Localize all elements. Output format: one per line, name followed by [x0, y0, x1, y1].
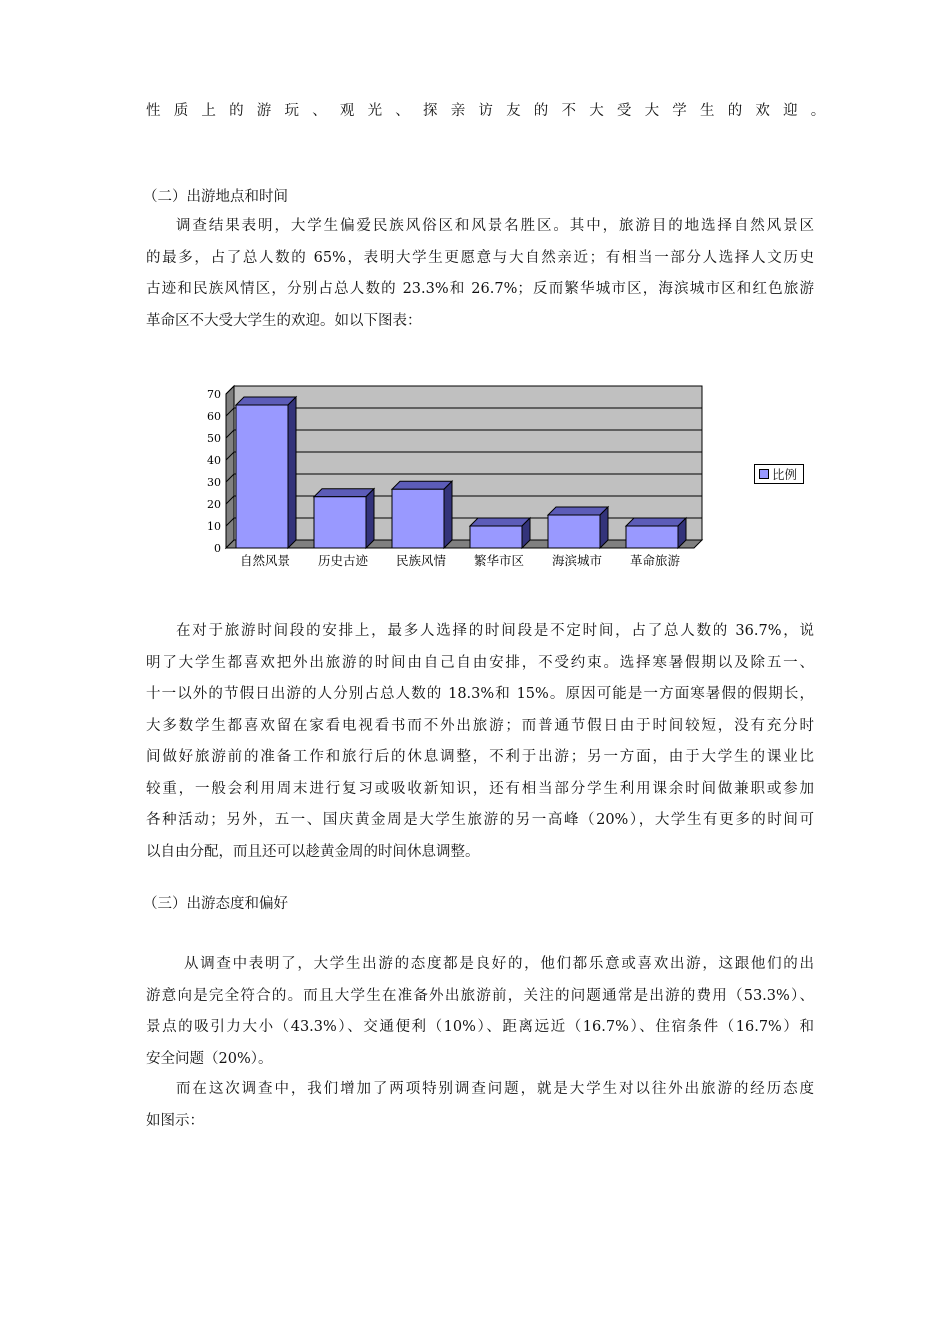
- text-line: 革命区不大受大学生的欢迎。如以下图表：: [146, 312, 422, 329]
- plot-back-wall: [234, 386, 702, 540]
- text-line: 明了大学生都喜欢把外出旅游的时间由自己自由安排，不受约束。选择寒暑假期以及除五一、: [146, 654, 814, 671]
- section3-heading: （三）出游态度和偏好: [143, 896, 288, 912]
- top-line-text: 性质上的游玩、观光、探亲访友的不大受大学生的欢迎。: [146, 103, 839, 119]
- text-line: 大多数学生都喜欢留在家看电视看书而不外出旅游；而普通节假日由于时间较短，没有充分时: [146, 717, 814, 734]
- x-tick-label: 海滨城市: [551, 553, 603, 568]
- bar: [392, 489, 444, 548]
- bar-top: [236, 397, 296, 405]
- text-line: 十一以外的节假日出游的人分别占总人数的 18.3%和 15%。原因可能是一方面寒暑假的假期长，: [146, 686, 814, 702]
- bar: [236, 405, 288, 548]
- destination-bar-chart: [196, 376, 716, 576]
- bar-side: [288, 397, 296, 548]
- text-line: 古迹和民族风情区，分别占总人数的 23.3%和 26.7%；反而繁华城市区，海滨城市区和红色旅游: [146, 281, 814, 297]
- y-tick-label: 0: [214, 542, 221, 555]
- bar-side: [444, 481, 452, 548]
- legend-label: 比例: [772, 467, 798, 482]
- text-line: 景点的吸引力大小（43.3%）、交通便利（10%）、距离远近（16.7%）、住宿条件（16.7%）和: [146, 1019, 814, 1035]
- section2-heading: （二）出游地点和时间: [143, 189, 288, 205]
- text-line: 在对于旅游时间段的安排上，最多人选择的时间段是不定时间，占了总人数的 36.7%，说: [176, 623, 814, 639]
- chart-legend: [754, 464, 804, 484]
- bar: [470, 526, 522, 548]
- text-line: 较重，一般会利用周末进行复习或吸收新知识，还有相当部分学生利用课余时间做兼职或参加: [146, 780, 814, 797]
- text-line: 如图示：: [146, 1112, 204, 1129]
- bar-top: [470, 518, 530, 526]
- text-line: 间做好旅游前的准备工作和旅行后的休息调整，不利于出游；另一方面，由于大学生的课业比: [146, 749, 814, 765]
- bar-side: [366, 489, 374, 548]
- y-tick-label: 70: [207, 388, 221, 401]
- bar-top: [548, 507, 608, 515]
- bar: [314, 497, 366, 548]
- section2-paragraph-2: [146, 616, 814, 868]
- legend-swatch-icon: [759, 469, 769, 479]
- bar-top: [314, 489, 374, 497]
- text-line: 而在这次调查中，我们增加了两项特别调查问题，就是大学生对以往外出旅游的经历态度: [176, 1081, 814, 1097]
- bar-top: [392, 481, 452, 489]
- x-tick-label: 革命旅游: [629, 553, 681, 568]
- bar: [548, 515, 600, 548]
- text-line: 安全问题（20%）。: [146, 1050, 273, 1067]
- section3-paragraph-1: [146, 949, 814, 1075]
- text-line: 从调查中表明了，大学生出游的态度都是良好的，他们都乐意或喜欢出游，这跟他们的出: [184, 956, 814, 972]
- y-tick-label: 30: [207, 476, 221, 489]
- bar-top: [626, 518, 686, 526]
- plot-side-wall: [226, 386, 234, 548]
- text-line: 各种活动；另外，五一、国庆黄金周是大学生旅游的另一高峰（20%），大学生有更多的时间可: [146, 812, 814, 828]
- section3-paragraph-2: [146, 1074, 814, 1137]
- x-tick-label: 历史古迹: [317, 553, 369, 568]
- text-line: 游意向是完全符合的。而且大学生在准备外出旅游前，关注的问题通常是出游的费用（53.3%）、: [146, 987, 814, 1004]
- section2-paragraph-1: [146, 211, 814, 337]
- text-line: 调查结果表明，大学生偏爱民族风俗区和风景名胜区。其中，旅游目的地选择自然风景区: [176, 218, 814, 234]
- y-tick-label: 60: [207, 410, 221, 423]
- y-tick-label: 10: [207, 520, 221, 533]
- bar: [626, 526, 678, 548]
- y-tick-label: 50: [207, 432, 221, 445]
- x-tick-label: 繁华市区: [473, 553, 525, 568]
- text-line: 的最多，占了总人数的 65%，表明大学生更愿意与大自然亲近；有相当一部分人选择人文历史: [146, 249, 814, 266]
- y-tick-label: 20: [207, 498, 221, 511]
- x-tick-label: 民族风情: [395, 553, 447, 568]
- text-line: 以自由分配，而且还可以趁黄金周的时间休息调整。: [146, 843, 480, 860]
- bar-side: [600, 507, 608, 548]
- x-tick-label: 自然风景: [239, 553, 291, 568]
- top-line: [146, 96, 839, 128]
- y-tick-label: 40: [207, 454, 221, 467]
